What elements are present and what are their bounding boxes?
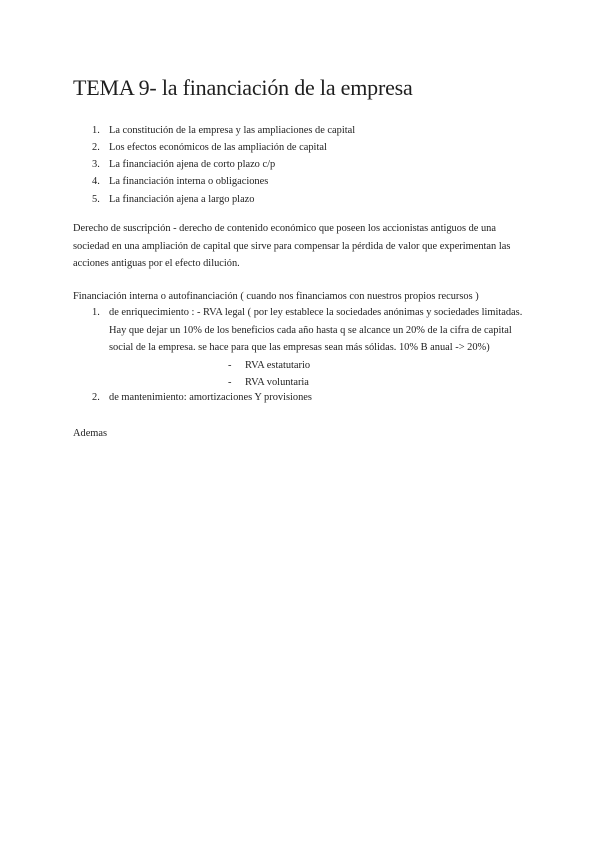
sub-list — [228, 357, 310, 391]
topic-number: 1. — [92, 124, 100, 136]
topic-text: Los efectos económicos de las ampliación de capital — [109, 142, 327, 154]
topic-text: La financiación ajena de corto plazo c/p — [109, 159, 276, 171]
paragraph-line: Derecho de suscripción - derecho de contenido económico que poseen los accionistas antiguos de una — [73, 223, 496, 234]
topic-number: 4. — [92, 176, 100, 188]
dash-bullet: - — [228, 377, 232, 389]
section-heading: Financiación interna o autofinanciación ( cuando nos financiamos con nuestros propios recursos ) — [73, 291, 479, 302]
item-text — [109, 304, 529, 357]
item-number: 2. — [92, 392, 100, 403]
topic-item — [92, 174, 355, 191]
paragraph-line: sociedad en una ampliación de capital que sirve para compensar la pérdida de valor que experimentan las — [73, 240, 511, 252]
sub-item — [228, 357, 310, 374]
list-item-mantenimiento — [92, 389, 312, 407]
definition-paragraph — [73, 220, 533, 273]
topic-number: 5. — [92, 193, 100, 205]
topic-text: La constitución de la empresa y las ampliaciones de capital — [109, 124, 356, 136]
item-line: de enriquecimiento : - RVA legal ( por ley establece la sociedades anónimas y sociedades limitadas. — [109, 307, 523, 318]
topic-item — [92, 122, 355, 139]
topic-text: La financiación ajena a largo plazo — [109, 193, 255, 205]
closing-text: Ademas — [73, 428, 108, 439]
topic-item — [92, 139, 355, 156]
topics-list — [92, 122, 355, 208]
topic-number: 2. — [92, 142, 100, 154]
paragraph-line: acciones antiguas por el efecto dilución. — [73, 258, 240, 269]
sub-item-text: RVA voluntaria — [245, 377, 309, 389]
topic-item — [92, 191, 355, 208]
sub-item-text: RVA estatutario — [245, 359, 311, 371]
topic-number: 3. — [92, 159, 100, 171]
item-number: 1. — [92, 307, 100, 318]
dash-bullet: - — [228, 359, 232, 371]
document-title: TEMA 9- la financiación de la empresa — [73, 75, 413, 100]
item-line: social de la empresa. se hace para que las empresas sean más sólidas. 10% B anual -> 20%) — [109, 342, 490, 353]
topic-text: La financiación interna o obligaciones — [109, 176, 269, 188]
item-text: de mantenimiento: amortizaciones Y provisiones — [109, 392, 312, 403]
item-line: Hay que dejar un 10% de los beneficios cada año hasta q se alcance un 20% de la cifra de capital — [109, 324, 512, 336]
topic-item — [92, 156, 355, 173]
